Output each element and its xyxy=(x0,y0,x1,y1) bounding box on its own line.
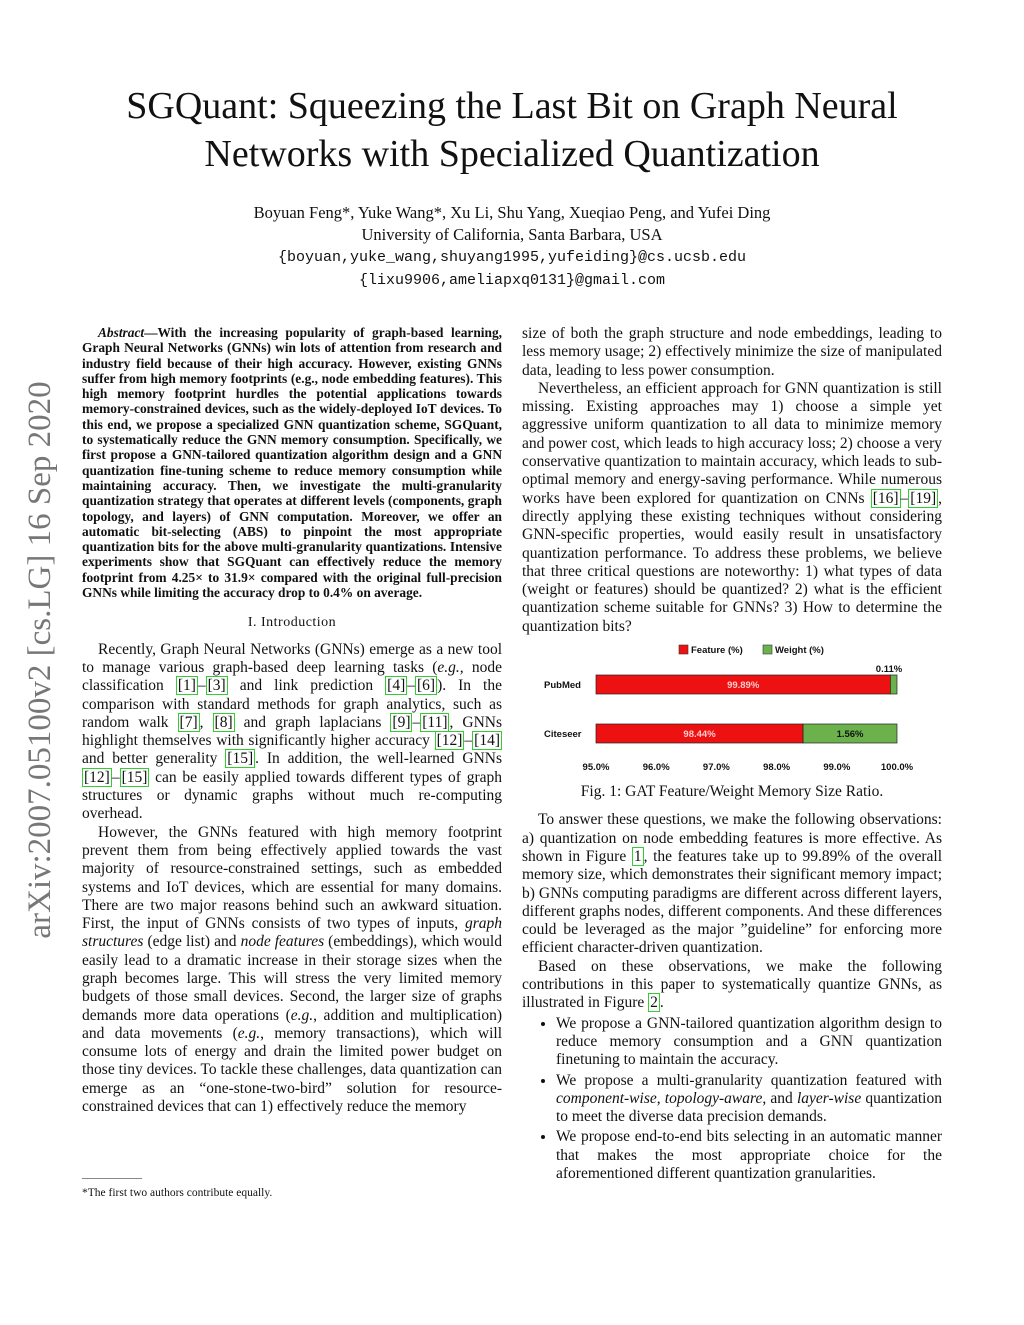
figure-1 xyxy=(522,642,942,777)
data-label: 99.89% xyxy=(727,680,760,692)
citation-link[interactable]: [15] xyxy=(121,768,148,786)
citation-link[interactable]: [15] xyxy=(227,750,254,768)
right-paragraph-2: Nevertheless, an efficient approach for GNN quantization is still missing. Existing approaches may 1) choose a simple yet aggressive uniform quantization to all data to minimize memory and power cost, which leads to high accuracy loss; 2) choose a very conservative quantization to maintain accuracy, which leads to sub-optimal memory and energy-saving performance. While numerous works have been explored for quantization on CNNs [16] – [19] , directly applying these existing techniques without considering GNN-specific properties, would easily result in unsatisfactory quantization performance. To address these problems, we believe that three critical questions are noteworthy: 1) what types of data (weight or features) should be quantized? 2) what is the efficient quantization scheme suitable for GNNs? 3) How to determine the quantization bits? xyxy=(522,379,942,635)
legend-label: Weight (%) xyxy=(775,645,824,657)
legend-label: Feature (%) xyxy=(691,645,743,657)
x-tick-label: 99.0% xyxy=(823,762,851,774)
arxiv-watermark: arXiv:2007.05100v2 [cs.LG] 16 Sep 2020 xyxy=(22,381,58,939)
right-column xyxy=(522,325,942,1185)
left-column xyxy=(82,325,502,1116)
category-label: PubMed xyxy=(544,680,581,692)
citation-link[interactable]: [4] xyxy=(387,677,406,695)
data-label: 0.11% xyxy=(875,664,903,676)
contribution-list xyxy=(522,1015,942,1184)
footnote-rule xyxy=(82,1178,142,1179)
abstract xyxy=(82,325,502,600)
citation-link[interactable]: [6] xyxy=(416,677,436,695)
citation-link[interactable]: [7] xyxy=(179,713,198,731)
legend-swatch xyxy=(763,645,772,654)
citation-link[interactable]: [9] xyxy=(392,713,411,731)
right-paragraph-3: To answer these questions, we make the following observations: a) quantization on node embedding features is more effective. As shown in Figure 1 , the features take up to 99.89% of the overall memory size, which demonstrates their significant memory impact; b) GNNs computing paradigms are different across different layers, different graphs nodes, different components. And these differences could be leveraged as the major ”guideline” for enforcing more efficient character-driven quantization. xyxy=(522,811,943,957)
figure-1-caption: Fig. 1: GAT Feature/Weight Memory Size Ratio. xyxy=(580,783,884,801)
citation-link[interactable]: [14] xyxy=(474,732,500,750)
x-tick-label: 100.0% xyxy=(880,762,914,774)
right-paragraph-4: Based on these observations, we make the following contributions in this paper to systematically quantize GNNs, as illustrated in Figure 2 . xyxy=(522,957,942,1012)
data-label: 1.56% xyxy=(836,729,864,741)
citation-link[interactable]: [8] xyxy=(214,713,233,731)
section-heading-introduction: I. Introduction xyxy=(247,615,337,631)
citation-link[interactable]: [19] xyxy=(910,489,937,507)
list-item: • We propose a multi-granularity quantization featured with component-wise, topology-aware, and layer-wise quantization to meet the diverse data precision demands. xyxy=(556,1072,942,1127)
bar-segment xyxy=(890,675,897,694)
citation-link[interactable]: [3] xyxy=(207,677,226,695)
legend-swatch xyxy=(679,645,688,654)
citation-link[interactable]: [12] xyxy=(436,732,463,750)
citation-link[interactable]: [16] xyxy=(872,489,899,507)
author-list: Boyuan Feng*, Yuke Wang*, Xu Li, Shu Yang, Xueqiao Peng, and Yufei Ding xyxy=(253,203,771,222)
intro-paragraph-1: Recently, Graph Neural Networks (GNNs) emerge as a new tool to manage various graph-based deep learning tasks (e.g., node classification [1] – [3] and link prediction [4] – [6] ). In the comparison with standard methods for graph analytics, such as random walk [7] , [8] and graph laplacians [9] – [11] , GNNs highlight themselves with significantly higher accuracy [12] – [14] and better generality [15] . In addition, the well-learned GNNs [12] – [15] can be easily applied towards different types of graph structures or dynamic graphs without much re-computing overhead. xyxy=(82,640,503,823)
email-line-2: {lixu9906,ameliapxq0131}@gmail.com xyxy=(358,272,666,289)
list-item: • We propose a GNN-tailored quantization algorithm design to reduce memory consumption and a GNN quantization finetuning to maintain the accuracy. xyxy=(556,1015,942,1070)
right-paragraph-1: size of both the graph structure and node embeddings, leading to less memory usage; 2) effectively minimize the size of manipulated data, leading to less power consumption. xyxy=(522,325,942,379)
paper-title: SGQuant: Squeezing the Last Bit on Graph Neural Networks with Specialized Quantization xyxy=(126,85,898,175)
x-tick-label: 96.0% xyxy=(642,762,670,774)
x-tick-label: 97.0% xyxy=(702,762,730,774)
citation-link[interactable]: [1] xyxy=(177,677,196,695)
figure-link[interactable]: 1 xyxy=(633,847,642,865)
citation-link[interactable]: [12] xyxy=(84,768,110,786)
data-label: 98.44% xyxy=(683,729,716,741)
affiliation: University of California, Santa Barbara, USA xyxy=(361,225,663,244)
category-label: Citeseer xyxy=(544,729,582,741)
intro-paragraph-2: However, the GNNs featured with high memory footprint prevent them from being effectively applied towards the vast majority of resource-constrained settings, such as embedded systems and IoT devices, which are essential for many domains. There are two major reasons behind such an awkward situation. First, the input of GNNs consists of two types of inputs, graph structures (edge list) and node features (embeddings), which would easily lead to a dramatic increase in their storage sizes when the graph becomes large. This will stress the very limited memory budgets of those small devices. Second, the larger size of graphs demands more data operations (e.g., addition and multiplication) and data movements (e.g., memory transactions), which will consume lots of energy and drain the limited power budget on those tiny devices. To tackle these challenges, data quantization can emerge as an “one-stone-two-bird” solution for resource-constrained devices that can 1) effectively reduce the memory xyxy=(82,823,502,1116)
author-block xyxy=(60,202,964,246)
x-tick-label: 98.0% xyxy=(763,762,791,774)
citation-link[interactable]: [11] xyxy=(422,713,448,731)
email-line-1: {boyuan,yuke_wang,shuyang1995,yufeiding}@cs.ucsb.edu xyxy=(277,249,747,266)
abstract-lead: Abstract xyxy=(98,325,145,340)
footnote: *The first two authors contribute equally. xyxy=(82,1187,273,1199)
x-tick-label: 95.0% xyxy=(582,762,610,774)
email-block xyxy=(60,246,964,292)
list-item: • We propose end-to-end bits selecting in an automatic manner that makes the most appropriate choice for the aforementioned different quantization granularities. xyxy=(556,1128,942,1183)
gat-memory-ratio-chart xyxy=(522,642,942,777)
figure-link[interactable]: 2 xyxy=(650,994,658,1012)
abstract-text: —With the increasing popularity of graph-based learning, Graph Neural Networks (GNNs) win lots of attention from research and industry field because of their high accuracy. However, existing GNNs suffer from high memory footprints (e.g., node embedding features). This high memory footprint hurdles the potential applications towards memory-constrained devices, such as the widely-deployed IoT devices. To this end, we propose a specialized GNN quantization scheme, SGQuant, to systematically reduce the GNN memory consumption. Specifically, we first propose a GNN-tailored quantization algorithm design and a GNN quantization fine-tuning scheme to reduce memory consumption while maintaining accuracy. Then, we investigate the multi-granularity quantization strategy that operates at different levels (components, graph topology, and layers) of GNN computation. Moreover, we offer an automatic bit-selecting (ABS) to pinpoint the most appropriate quantization bits for the above multi-granularity quantizations. Intensive experiments show that SGQuant can effectively reduce the memory footprint from 4.25× to 31.9× compared with the original full-precision GNNs while limiting the accuracy drop to 0.4% on average. xyxy=(82,325,502,601)
